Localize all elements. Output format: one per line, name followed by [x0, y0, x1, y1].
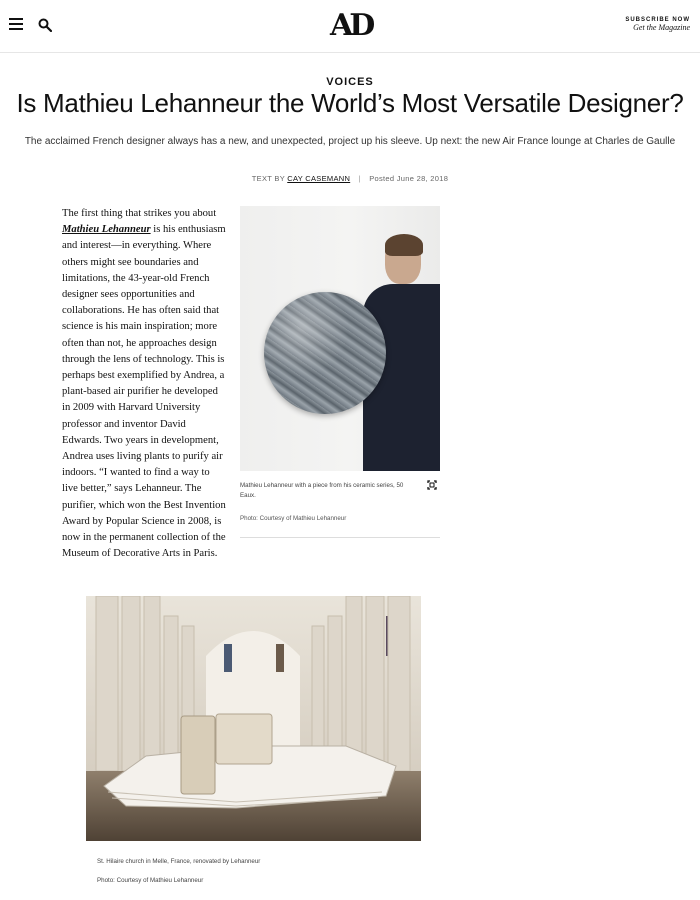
article-rubric[interactable]: VOICES: [326, 76, 374, 88]
figure-caption: [240, 471, 440, 501]
figure-caption-text: Mathieu Lehanneur with a piece from his ceramic series, 50 Eaux.: [240, 482, 404, 499]
site-logo[interactable]: AD: [330, 8, 372, 43]
posted-date: Posted June 28, 2018: [369, 174, 449, 183]
subscribe-link[interactable]: [625, 17, 690, 32]
figure-portrait: [240, 206, 440, 538]
hamburger-menu-icon[interactable]: [9, 18, 23, 32]
church-photo-credit: Photo: Courtesy of Mathieu Lehanneur: [97, 877, 204, 884]
byline-divider: |: [358, 174, 361, 183]
byline: [0, 174, 700, 183]
author-link[interactable]: CAY CASEMANN: [287, 174, 351, 183]
search-icon[interactable]: [38, 18, 52, 32]
church-photo-caption: St. Hilaire church in Melle, France, renovated by Lehanneur: [97, 858, 261, 865]
ceramic-disc: [264, 292, 386, 414]
article-body: [62, 206, 440, 562]
church-interior-illustration: [86, 596, 421, 841]
designer-link[interactable]: Mathieu Lehanneur: [62, 224, 151, 236]
top-navigation-bar: [0, 0, 700, 53]
church-photo[interactable]: [86, 596, 421, 841]
article-headline: Is Mathieu Lehanneur the World’s Most Versatile Designer?: [16, 88, 684, 118]
article-dek: The acclaimed French designer always has a new, and unexpected, project up his sleeve. Up next: the new Air France lounge at Charles de Gaulle: [24, 136, 676, 147]
figure-credit: Photo: Courtesy of Mathieu Lehanneur: [240, 501, 440, 538]
body-text-main: is his enthusiasm and interest—in everything. Where others might see boundaries and limitations, the 43-year-old French designer sees opportunities and collaborations. He has often said that science is his main inspiration; more often than not, he approaches design through the lens of technology. This is perhaps best exemplified by Andrea, a plant-based air purifier he developed in 2009 with Harvard University professor and inventor David Edwards. Two years in development, Andrea uses living plants to purify air indoors. “I wanted to find a way to live better,” says Lehanneur. The purifier, which won the Best Invention Award by Popular Science in 2008, is now in the permanent collection of the Museum of Decorative Arts in Paris.: [62, 224, 226, 560]
subscribe-sublabel: Get the Magazine: [633, 23, 690, 32]
subscribe-label: SUBSCRIBE NOW: [625, 17, 690, 23]
body-text-intro: The first thing that strikes you about: [62, 208, 217, 219]
byline-prefix: TEXT BY: [251, 174, 285, 183]
expand-icon[interactable]: [427, 480, 437, 490]
portrait-photo[interactable]: [240, 206, 440, 471]
